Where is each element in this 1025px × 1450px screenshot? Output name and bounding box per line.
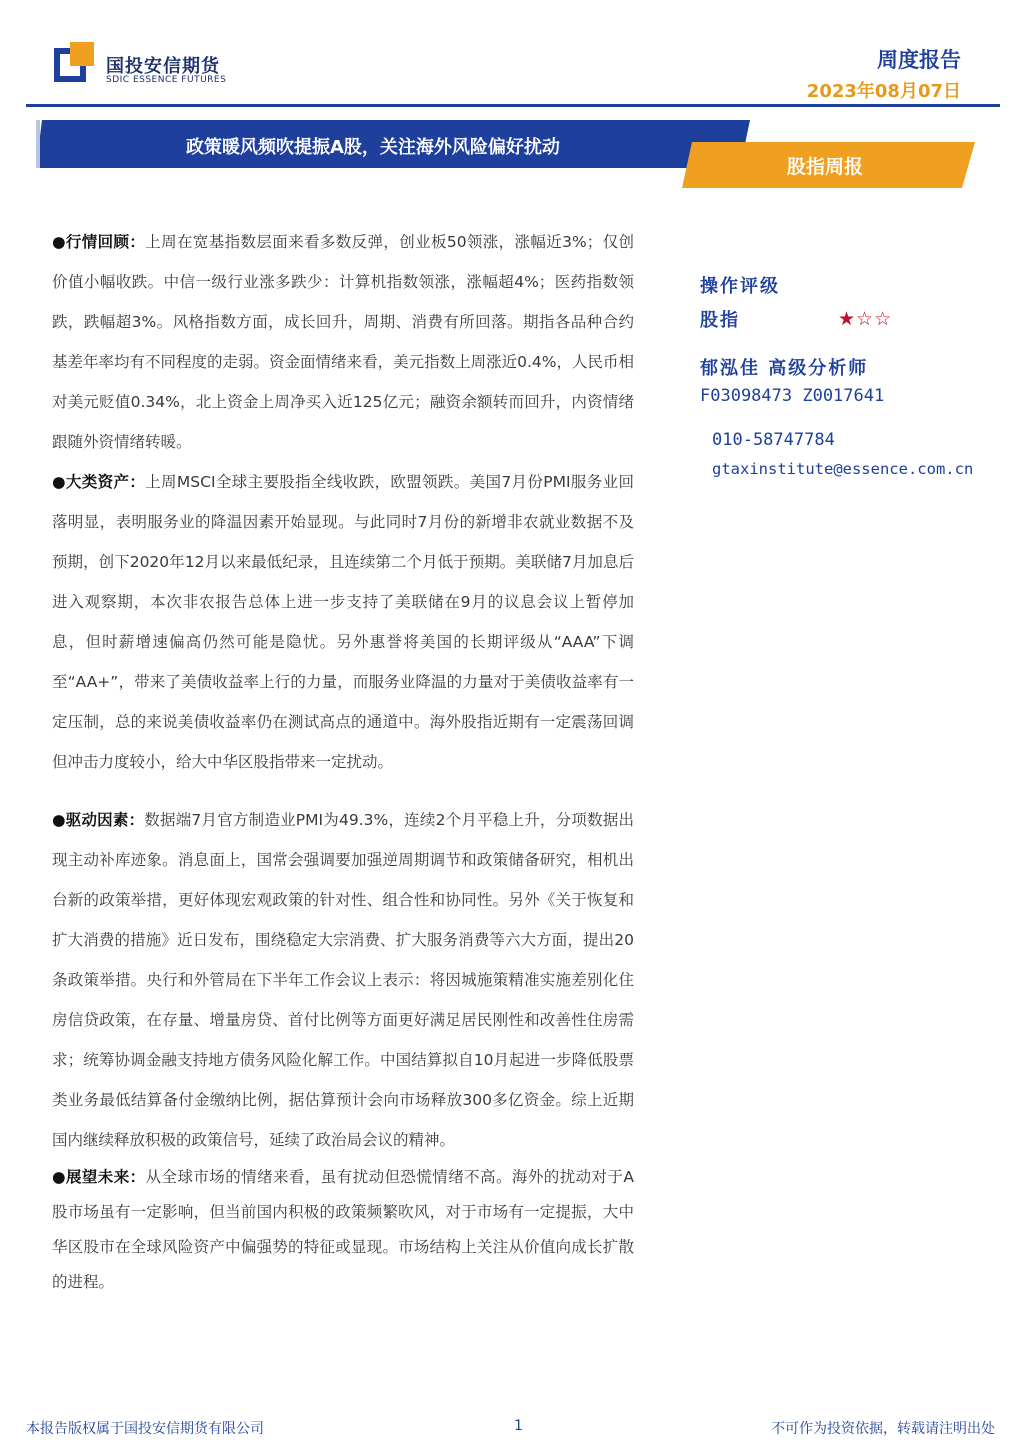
rating-stars: ★☆☆ bbox=[838, 308, 893, 330]
report-category-tag: 股指周报 bbox=[787, 156, 864, 178]
section-market-review bbox=[52, 222, 634, 462]
report-type: 周度报告 bbox=[877, 48, 961, 72]
section-heading: ●行情回顾： bbox=[52, 233, 146, 251]
section-heading: ●大类资产： bbox=[52, 473, 146, 491]
report-sidebar bbox=[700, 272, 1020, 478]
footer-notice: 不可作为投资依据，转载请注明出处 bbox=[771, 1421, 995, 1437]
section-text: 上周在宽基指数层面来看多数反弹，创业板50领涨，涨幅近3%；仅创价值小幅收跌。中信一级行业涨多跌少：计算机指数领涨，涨幅超4%；医药指数领跌，跌幅超3%。风格指数方面，成长回升，周期、消费有所回落。期指各品种合约基差年率均有不同程度的走弱。资金面情绪来看，美元指数上周涨近0.4%，人民币相对美元贬值0.34%，北上资金上周净买入近125亿元；融资余额转而回升，内资情绪跟随外资情绪转暖。 bbox=[52, 233, 634, 451]
section-text: 从全球市场的情绪来看，虽有扰动但恐慌情绪不高。海外的扰动对于A股市场虽有一定影响，但当前国内积极的政策频繁吹风，对于市场有一定提振，大中华区股市在全球风险资产中偏强势的特征或显现。市场结构上关注从价值向成长扩散的进程。 bbox=[52, 1168, 634, 1291]
logo-chinese-name: 国投安信期货 bbox=[106, 56, 220, 77]
section-text: 数据端7月官方制造业PMI为49.3%，连续2个月平稳上升，分项数据出现主动补库迹象。消息面上，国常会强调要加强逆周期调节和政策储备研究，相机出台新的政策举措，更好体现宏观政策的针对性、组合性和协同性。另外《关于恢复和扩大消费的措施》近日发布，围绕稳定大宗消费、扩大服务消费等六大方面，提出20条政策举措。央行和外管局在下半年工作会议上表示：将因城施策精准实施差别化住房信贷政策，在存量、增量房贷、首付比例等方面更好满足居民刚性和改善性住房需求；统筹协调金融支持地方债务风险化解工作。中国结算拟自10月起进一步降低股票类业务最低结算备付金缴纳比例，据估算预计会向市场释放300多亿资金。综上近期国内继续释放积极的政策信号，延续了政治局会议的精神。 bbox=[52, 811, 634, 1149]
banner-shapes bbox=[0, 0, 1025, 200]
analyst-name: 郁泓佳 高级分析师 bbox=[700, 358, 869, 379]
page-number: 1 bbox=[514, 1418, 523, 1434]
section-text: 上周MSCI全球主要股指全线收跌，欧盟领跌。美国7月份PMI服务业回落明显，表明服务业的降温因素开始显现。与此同时7月份的新增非农就业数据不及预期，创下2020年12月以来最低纪录，且连续第二个月低于预期。美联储7月加息后进入观察期，本次非农报告总体上进一步支持了美联储在9月的议息会议上暂停加息，但时薪增速偏高仍然可能是隐忧。另外惠誉将美国的长期评级从“AAA”下调至“AA+”，带来了美债收益率上行的力量，而服务业降温的力量对于美债收益率有一定压制，总的来说美债收益率仍在测试高点的通道中。海外股指近期有一定震荡回调但冲击力度较小，给大中华区股指带来一定扰动。 bbox=[52, 473, 634, 771]
contact-phone: 010-58747784 bbox=[712, 430, 835, 450]
rating-item: 股指 bbox=[700, 310, 740, 331]
footer-copyright: 本报告版权属于国投安信期货有限公司 bbox=[26, 1421, 264, 1437]
report-body bbox=[52, 222, 634, 1300]
rating-title: 操作评级 bbox=[700, 276, 780, 297]
section-heading: ●驱动因素： bbox=[52, 811, 145, 829]
section-outlook bbox=[52, 1160, 634, 1300]
logo-english-name: SDIC ESSENCE FUTURES bbox=[106, 75, 227, 85]
section-asset-classes bbox=[52, 462, 634, 782]
report-headline: 政策暖风频吹提振A股，关注海外风险偏好扰动 bbox=[186, 137, 560, 158]
section-drivers bbox=[52, 800, 634, 1160]
contact-email[interactable]: gtaxinstitute@essence.com.cn bbox=[712, 460, 974, 478]
section-heading: ●展望未来： bbox=[52, 1168, 146, 1186]
report-date: 2023年08月07日 bbox=[806, 81, 961, 102]
analyst-certificate: F03098473 Z0017641 bbox=[700, 386, 885, 406]
